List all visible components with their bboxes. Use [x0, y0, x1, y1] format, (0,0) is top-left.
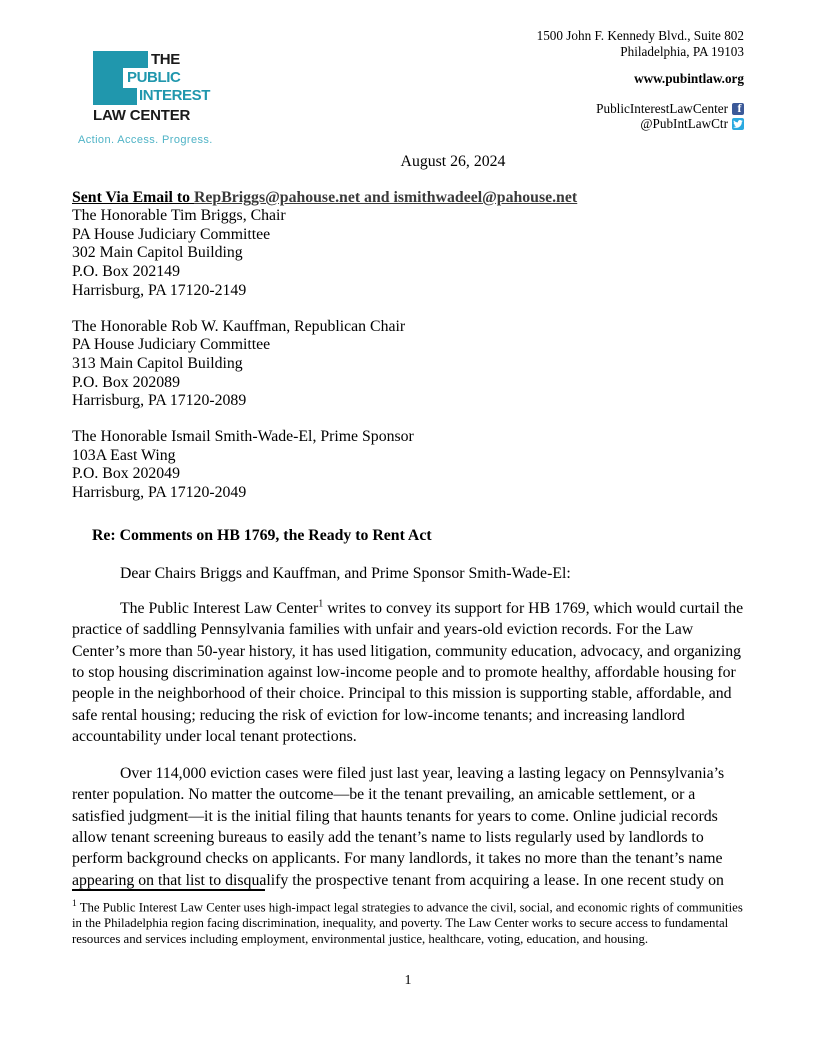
twitter-handle: @PubIntLawCtr	[640, 116, 728, 131]
salutation: Dear Chairs Briggs and Kauffman, and Prime Sponsor Smith-Wade-El:	[120, 564, 571, 582]
recipient-line: 302 Main Capitol Building	[72, 244, 243, 262]
footnote-number: 1	[72, 899, 77, 909]
street-address: 1500 John F. Kennedy Blvd., Suite 802	[536, 28, 744, 43]
recipient-line: Harrisburg, PA 17120-2149	[72, 281, 247, 299]
recipient-line: PA House Judiciary Committee	[72, 336, 271, 354]
facebook-icon	[732, 103, 744, 115]
logo-mark-icon	[93, 51, 148, 68]
letter-date: August 26, 2024	[400, 153, 506, 170]
recipient-block-smith-wade-el	[72, 428, 744, 503]
recipients	[72, 207, 744, 503]
paragraph-text: writes to convey its support for HB 1769, which would curtail the practice of saddling Pennsylvania families with unfair and years-old eviction records. For the Law Center’s more than 50-year history, it has used litigation, community education, advocacy, and organizing to stop housing discrimination against low-income people and to promote healthy, affordable housing for people in the neighborhood of their choice. Principal to this mission is supporting stable, affordable, and safe rental housing; reducing the risk of eviction for low-income tenants; and increasing landlord accountability under local tenant protections.	[72, 600, 744, 745]
recipient-line: The Honorable Rob W. Kauffman, Republican Chair	[72, 317, 406, 335]
recipient-emails-link[interactable]: RepBriggs@pahouse.net and ismithwadeel@pahouse.net	[194, 189, 578, 206]
contact-block	[537, 28, 744, 150]
facebook-row	[537, 101, 744, 116]
recipient-block-briggs	[72, 207, 744, 301]
body-paragraph-1	[72, 598, 744, 747]
website-url: www.pubintlaw.org	[634, 71, 744, 86]
logo-tagline: Action. Access. Progress.	[78, 134, 213, 146]
footnote-reference: 1	[318, 598, 324, 610]
footnote-separator	[72, 889, 265, 891]
recipient-line: 103A East Wing	[72, 446, 176, 464]
sent-via-label: Sent Via Email to	[72, 189, 194, 206]
recipient-line: 313 Main Capitol Building	[72, 354, 243, 372]
footnote-body: The Public Interest Law Center uses high-impact legal strategies to advance the civil, social, and economic rights of communities in the Philadelphia region facing discrimination, inequality, and poverty. The Law Center works to secure access to fundamental resources and services including employment, environmental justice, healthcare, voting, education, and housing.	[72, 900, 743, 947]
footnote-area	[72, 889, 744, 947]
logo-mark-icon	[93, 68, 123, 105]
letterhead	[72, 28, 744, 150]
sent-via-line	[72, 188, 744, 207]
recipient-line: PA House Judiciary Committee	[72, 225, 271, 243]
logo-mark-icon	[123, 88, 137, 105]
facebook-handle: PublicInterestLawCenter	[596, 101, 728, 116]
recipient-line: The Honorable Ismail Smith-Wade-El, Prime Sponsor	[72, 428, 414, 446]
page-number: 1	[404, 973, 412, 988]
twitter-row	[537, 116, 744, 131]
body-paragraph-2: Over 114,000 eviction cases were filed just last year, leaving a lasting legacy on Pennsylvania’s renter population. No matter the outcome—be it the tenant prevailing, an amicable settlement, or a satisfied judgment—it is the initial filing that haunts tenants for years to come. Online judicial records allow tenant screening bureaus to easily add the tenant’s name to lists regularly used by landlords to perform background checks on applicants. For many landlords, it takes no more than the tenant’s name appearing on that list to disqualify the prospective tenant from acquiring a lease. In one recent study on	[72, 765, 725, 889]
logo-word-the: THE	[151, 51, 180, 68]
recipient-line: The Honorable Tim Briggs, Chair	[72, 207, 286, 224]
org-logo	[72, 28, 382, 150]
paragraph-text: The Public Interest Law Center	[120, 600, 319, 618]
recipient-line: P.O. Box 202149	[72, 263, 180, 281]
logo-word-law-center: LAW CENTER	[93, 107, 191, 124]
twitter-icon	[732, 118, 744, 130]
logo-word-interest: INTEREST	[139, 87, 210, 104]
recipient-line: Harrisburg, PA 17120-2049	[72, 484, 247, 502]
recipient-block-kauffman	[72, 318, 744, 412]
recipient-line: Harrisburg, PA 17120-2089	[72, 392, 247, 410]
city-state-zip: Philadelphia, PA 19103	[620, 44, 744, 59]
recipient-line: P.O. Box 202089	[72, 373, 180, 391]
recipient-line: P.O. Box 202049	[72, 465, 180, 483]
logo-word-public: PUBLIC	[127, 69, 181, 86]
subject-line: Re: Comments on HB 1769, the Ready to Rent Act	[92, 526, 432, 544]
footnote-text	[72, 896, 744, 947]
